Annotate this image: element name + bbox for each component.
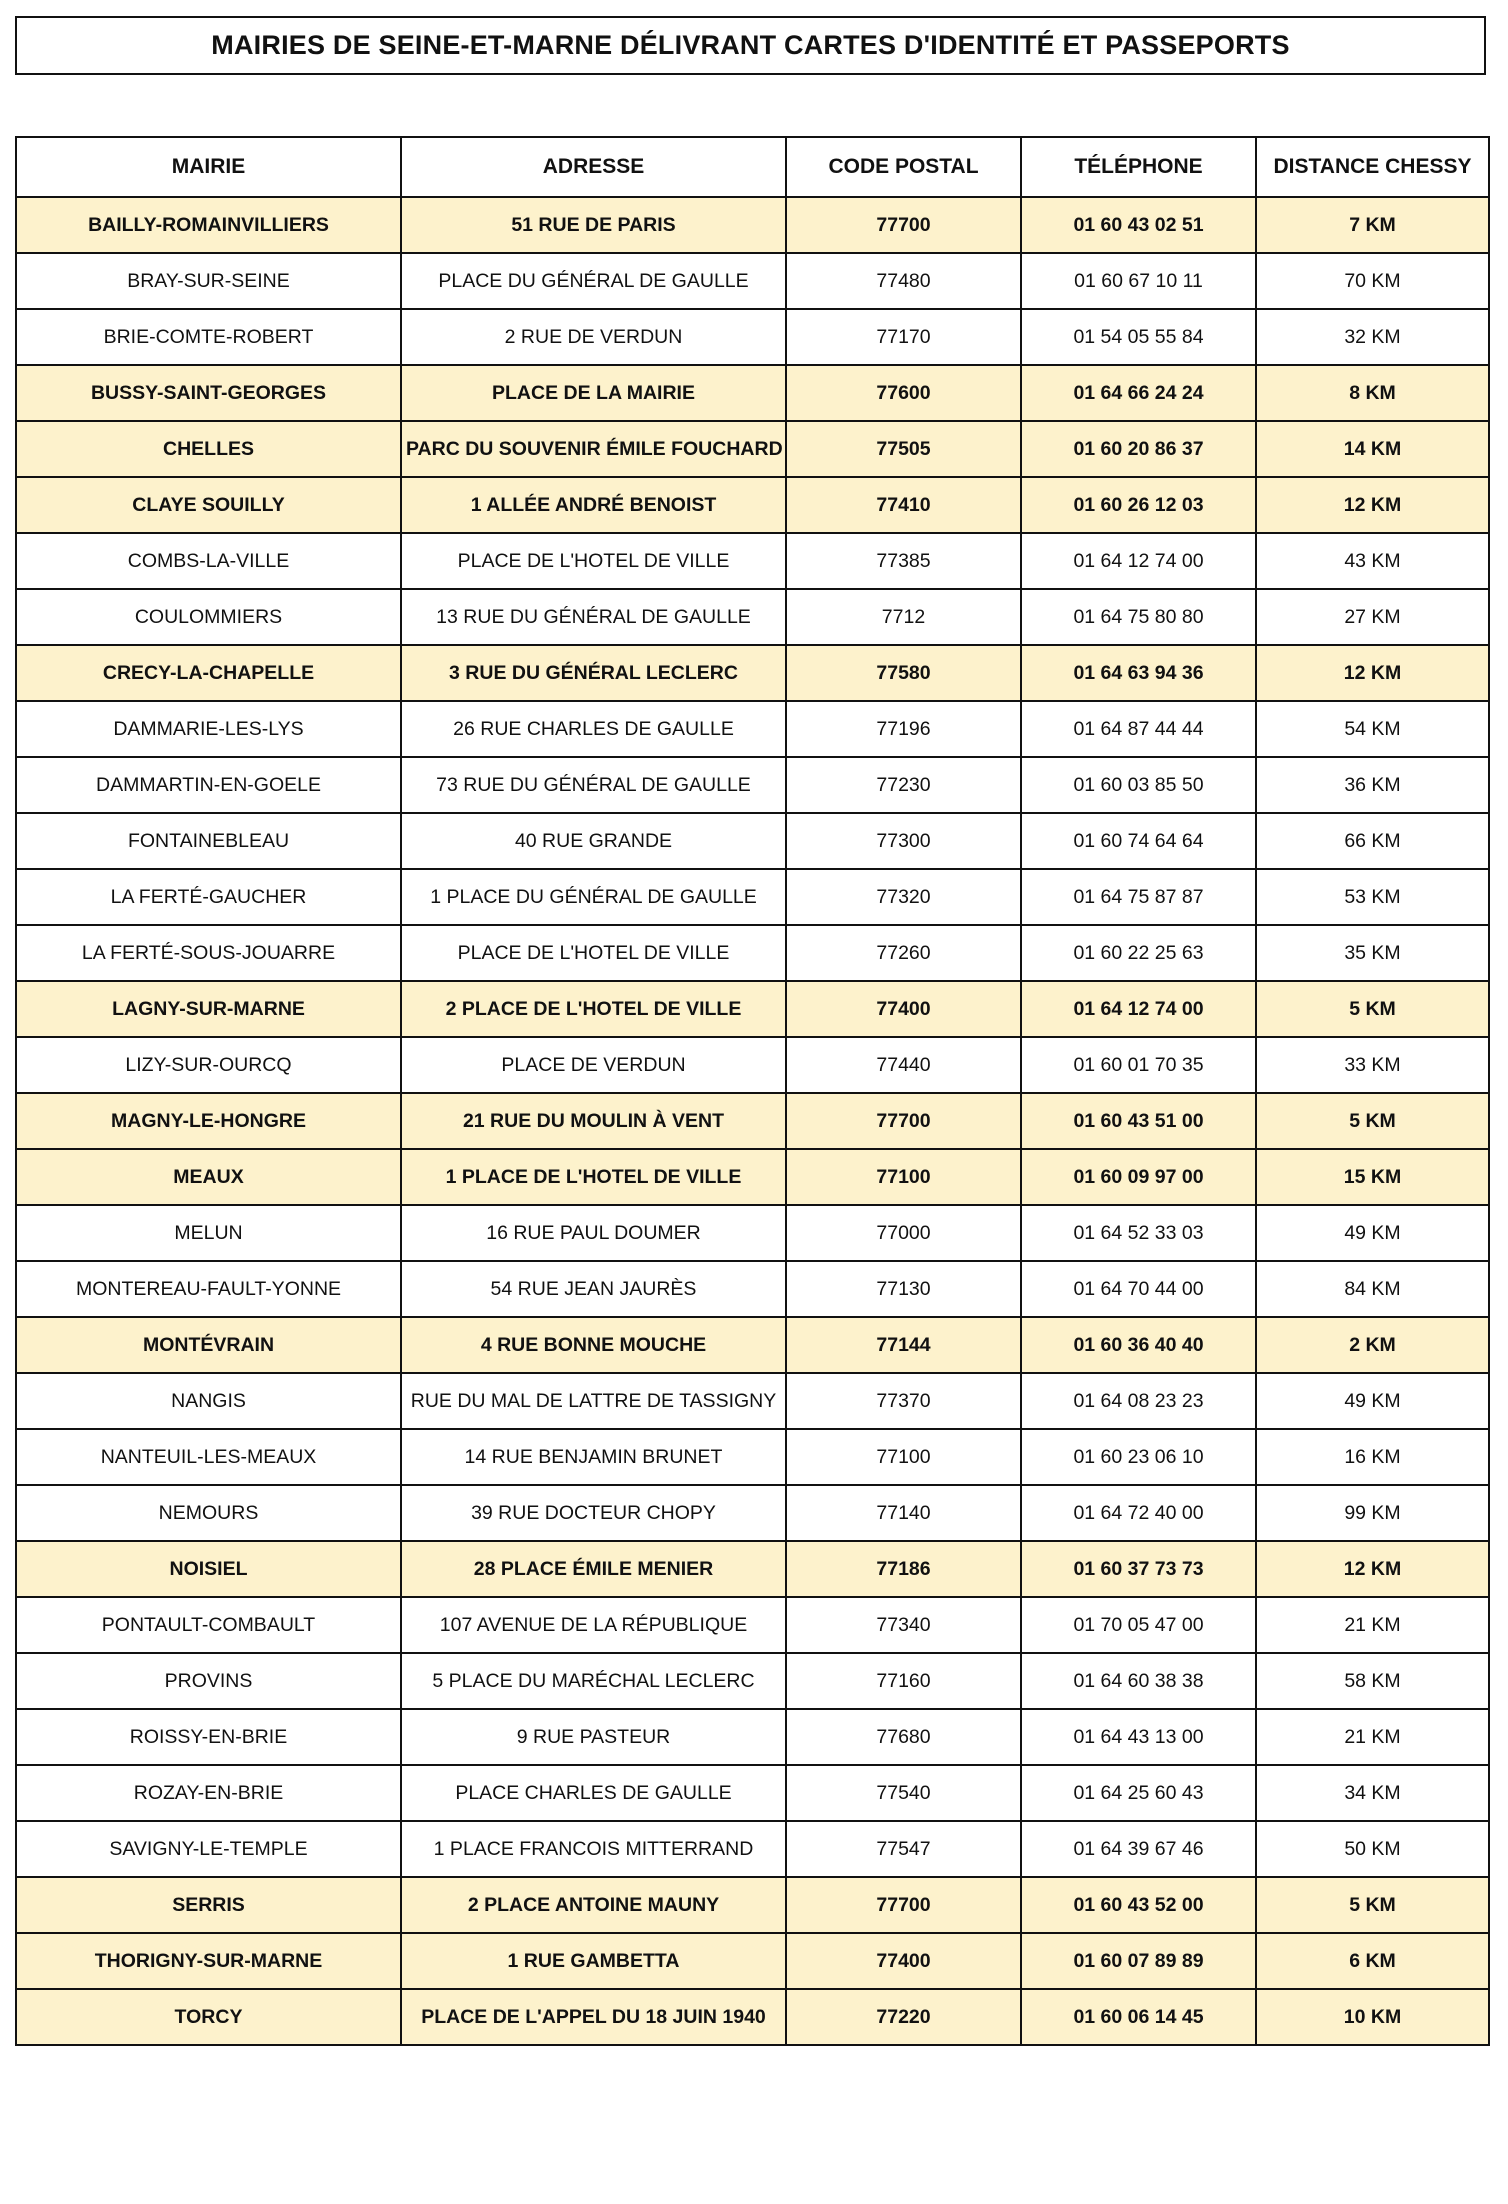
table-row — [16, 1989, 1489, 2045]
cell-mairie: ROZAY-EN-BRIE — [16, 1765, 401, 1821]
cell-adresse: 16 RUE PAUL DOUMER — [401, 1205, 786, 1261]
cell-adresse: RUE DU MAL DE LATTRE DE TASSIGNY — [401, 1373, 786, 1429]
cell-mairie: ROISSY-EN-BRIE — [16, 1709, 401, 1765]
cell-mairie: COMBS-LA-VILLE — [16, 533, 401, 589]
cell-distance: 2 KM — [1256, 1317, 1489, 1373]
cell-distance: 53 KM — [1256, 869, 1489, 925]
cell-telephone: 01 60 20 86 37 — [1021, 421, 1256, 477]
cell-telephone: 01 64 43 13 00 — [1021, 1709, 1256, 1765]
cell-code-postal: 7712 — [786, 589, 1021, 645]
cell-distance: 36 KM — [1256, 757, 1489, 813]
cell-telephone: 01 64 87 44 44 — [1021, 701, 1256, 757]
cell-adresse: PARC DU SOUVENIR ÉMILE FOUCHARD — [401, 421, 786, 477]
cell-distance: 49 KM — [1256, 1373, 1489, 1429]
cell-telephone: 01 64 25 60 43 — [1021, 1765, 1256, 1821]
cell-adresse: PLACE DE VERDUN — [401, 1037, 786, 1093]
cell-mairie: LA FERTÉ-GAUCHER — [16, 869, 401, 925]
cell-distance: 8 KM — [1256, 365, 1489, 421]
cell-code-postal: 77340 — [786, 1597, 1021, 1653]
cell-code-postal: 77700 — [786, 1877, 1021, 1933]
cell-code-postal: 77410 — [786, 477, 1021, 533]
cell-mairie: MAGNY-LE-HONGRE — [16, 1093, 401, 1149]
header-telephone: TÉLÉPHONE — [1021, 137, 1256, 197]
cell-telephone: 01 60 36 40 40 — [1021, 1317, 1256, 1373]
cell-code-postal: 77700 — [786, 1093, 1021, 1149]
table-row — [16, 645, 1489, 701]
table-row — [16, 253, 1489, 309]
table-row — [16, 1877, 1489, 1933]
cell-distance: 32 KM — [1256, 309, 1489, 365]
cell-code-postal: 77440 — [786, 1037, 1021, 1093]
cell-telephone: 01 60 06 14 45 — [1021, 1989, 1256, 2045]
cell-mairie: LA FERTÉ-SOUS-JOUARRE — [16, 925, 401, 981]
cell-adresse: 51 RUE DE PARIS — [401, 197, 786, 253]
cell-code-postal: 77700 — [786, 197, 1021, 253]
cell-telephone: 01 64 52 33 03 — [1021, 1205, 1256, 1261]
cell-code-postal: 77600 — [786, 365, 1021, 421]
cell-mairie: PROVINS — [16, 1653, 401, 1709]
cell-adresse: PLACE CHARLES DE GAULLE — [401, 1765, 786, 1821]
table-row — [16, 1093, 1489, 1149]
cell-adresse: 2 RUE DE VERDUN — [401, 309, 786, 365]
cell-code-postal: 77505 — [786, 421, 1021, 477]
table-row — [16, 1149, 1489, 1205]
cell-distance: 14 KM — [1256, 421, 1489, 477]
cell-code-postal: 77196 — [786, 701, 1021, 757]
table-row — [16, 869, 1489, 925]
cell-code-postal: 77170 — [786, 309, 1021, 365]
table-row — [16, 1317, 1489, 1373]
cell-mairie: CHELLES — [16, 421, 401, 477]
table-row — [16, 701, 1489, 757]
table-row — [16, 197, 1489, 253]
table-row — [16, 1485, 1489, 1541]
cell-adresse: 54 RUE JEAN JAURÈS — [401, 1261, 786, 1317]
cell-code-postal: 77140 — [786, 1485, 1021, 1541]
cell-code-postal: 77144 — [786, 1317, 1021, 1373]
cell-telephone: 01 60 01 70 35 — [1021, 1037, 1256, 1093]
table-header-row — [16, 137, 1489, 197]
cell-code-postal: 77480 — [786, 253, 1021, 309]
table-row — [16, 1429, 1489, 1485]
cell-telephone: 01 64 66 24 24 — [1021, 365, 1256, 421]
table-row — [16, 365, 1489, 421]
cell-code-postal: 77370 — [786, 1373, 1021, 1429]
cell-mairie: DAMMARIE-LES-LYS — [16, 701, 401, 757]
table-row — [16, 1597, 1489, 1653]
cell-adresse: 1 PLACE FRANCOIS MITTERRAND — [401, 1821, 786, 1877]
header-mairie: MAIRIE — [16, 137, 401, 197]
table-row — [16, 813, 1489, 869]
cell-adresse: 1 PLACE DU GÉNÉRAL DE GAULLE — [401, 869, 786, 925]
cell-adresse: 3 RUE DU GÉNÉRAL LECLERC — [401, 645, 786, 701]
cell-telephone: 01 64 12 74 00 — [1021, 533, 1256, 589]
cell-code-postal: 77160 — [786, 1653, 1021, 1709]
cell-code-postal: 77385 — [786, 533, 1021, 589]
cell-telephone: 01 60 23 06 10 — [1021, 1429, 1256, 1485]
page-title: MAIRIES DE SEINE-ET-MARNE DÉLIVRANT CARTES D'IDENTITÉ ET PASSEPORTS — [15, 16, 1486, 75]
cell-adresse: 107 AVENUE DE LA RÉPUBLIQUE — [401, 1597, 786, 1653]
table-row — [16, 589, 1489, 645]
cell-distance: 10 KM — [1256, 1989, 1489, 2045]
mairies-table — [15, 136, 1490, 2046]
cell-telephone: 01 70 05 47 00 — [1021, 1597, 1256, 1653]
cell-code-postal: 77580 — [786, 645, 1021, 701]
cell-adresse: 1 PLACE DE L'HOTEL DE VILLE — [401, 1149, 786, 1205]
cell-distance: 12 KM — [1256, 477, 1489, 533]
cell-distance: 15 KM — [1256, 1149, 1489, 1205]
cell-adresse: 1 RUE GAMBETTA — [401, 1933, 786, 1989]
table-row — [16, 1933, 1489, 1989]
cell-adresse: 40 RUE GRANDE — [401, 813, 786, 869]
cell-adresse: 2 PLACE ANTOINE MAUNY — [401, 1877, 786, 1933]
table-row — [16, 1709, 1489, 1765]
cell-distance: 5 KM — [1256, 1877, 1489, 1933]
cell-telephone: 01 60 03 85 50 — [1021, 757, 1256, 813]
cell-adresse: PLACE DE L'HOTEL DE VILLE — [401, 925, 786, 981]
cell-telephone: 01 60 37 73 73 — [1021, 1541, 1256, 1597]
cell-telephone: 01 60 09 97 00 — [1021, 1149, 1256, 1205]
cell-code-postal: 77400 — [786, 981, 1021, 1037]
table-row — [16, 309, 1489, 365]
cell-telephone: 01 64 39 67 46 — [1021, 1821, 1256, 1877]
cell-mairie: NANGIS — [16, 1373, 401, 1429]
cell-adresse: 39 RUE DOCTEUR CHOPY — [401, 1485, 786, 1541]
cell-code-postal: 77100 — [786, 1429, 1021, 1485]
cell-telephone: 01 60 07 89 89 — [1021, 1933, 1256, 1989]
header-distance: DISTANCE CHESSY — [1256, 137, 1489, 197]
cell-mairie: LAGNY-SUR-MARNE — [16, 981, 401, 1037]
cell-distance: 16 KM — [1256, 1429, 1489, 1485]
cell-adresse: 13 RUE DU GÉNÉRAL DE GAULLE — [401, 589, 786, 645]
cell-adresse: PLACE DE L'HOTEL DE VILLE — [401, 533, 786, 589]
header-adresse: ADRESSE — [401, 137, 786, 197]
cell-distance: 7 KM — [1256, 197, 1489, 253]
table-row — [16, 1541, 1489, 1597]
cell-code-postal: 77130 — [786, 1261, 1021, 1317]
cell-distance: 35 KM — [1256, 925, 1489, 981]
cell-distance: 70 KM — [1256, 253, 1489, 309]
cell-telephone: 01 60 74 64 64 — [1021, 813, 1256, 869]
cell-distance: 33 KM — [1256, 1037, 1489, 1093]
cell-telephone: 01 60 43 02 51 — [1021, 197, 1256, 253]
table-row — [16, 757, 1489, 813]
cell-telephone: 01 60 67 10 11 — [1021, 253, 1256, 309]
cell-mairie: NANTEUIL-LES-MEAUX — [16, 1429, 401, 1485]
cell-mairie: BUSSY-SAINT-GEORGES — [16, 365, 401, 421]
cell-code-postal: 77400 — [786, 1933, 1021, 1989]
cell-mairie: MONTEREAU-FAULT-YONNE — [16, 1261, 401, 1317]
cell-mairie: MEAUX — [16, 1149, 401, 1205]
cell-telephone: 01 64 72 40 00 — [1021, 1485, 1256, 1541]
cell-telephone: 01 64 75 80 80 — [1021, 589, 1256, 645]
cell-telephone: 01 54 05 55 84 — [1021, 309, 1256, 365]
cell-telephone: 01 64 63 94 36 — [1021, 645, 1256, 701]
cell-adresse: 4 RUE BONNE MOUCHE — [401, 1317, 786, 1373]
cell-mairie: SAVIGNY-LE-TEMPLE — [16, 1821, 401, 1877]
cell-distance: 12 KM — [1256, 1541, 1489, 1597]
cell-code-postal: 77300 — [786, 813, 1021, 869]
cell-mairie: CRECY-LA-CHAPELLE — [16, 645, 401, 701]
table-row — [16, 1205, 1489, 1261]
cell-mairie: MONTÉVRAIN — [16, 1317, 401, 1373]
table-row — [16, 1373, 1489, 1429]
cell-telephone: 01 60 26 12 03 — [1021, 477, 1256, 533]
cell-adresse: PLACE DE L'APPEL DU 18 JUIN 1940 — [401, 1989, 786, 2045]
cell-mairie: MELUN — [16, 1205, 401, 1261]
cell-mairie: BRIE-COMTE-ROBERT — [16, 309, 401, 365]
cell-distance: 43 KM — [1256, 533, 1489, 589]
cell-distance: 12 KM — [1256, 645, 1489, 701]
cell-code-postal: 77220 — [786, 1989, 1021, 2045]
table-row — [16, 1821, 1489, 1877]
cell-distance: 49 KM — [1256, 1205, 1489, 1261]
cell-code-postal: 77540 — [786, 1765, 1021, 1821]
cell-adresse: 5 PLACE DU MARÉCHAL LECLERC — [401, 1653, 786, 1709]
table-row — [16, 981, 1489, 1037]
cell-code-postal: 77000 — [786, 1205, 1021, 1261]
cell-code-postal: 77547 — [786, 1821, 1021, 1877]
cell-adresse: PLACE DU GÉNÉRAL DE GAULLE — [401, 253, 786, 309]
cell-distance: 58 KM — [1256, 1653, 1489, 1709]
cell-telephone: 01 64 70 44 00 — [1021, 1261, 1256, 1317]
cell-distance: 50 KM — [1256, 1821, 1489, 1877]
cell-adresse: 1 ALLÉE ANDRÉ BENOIST — [401, 477, 786, 533]
cell-mairie: BAILLY-ROMAINVILLIERS — [16, 197, 401, 253]
cell-mairie: FONTAINEBLEAU — [16, 813, 401, 869]
header-code-postal: CODE POSTAL — [786, 137, 1021, 197]
table-row — [16, 1261, 1489, 1317]
cell-telephone: 01 60 22 25 63 — [1021, 925, 1256, 981]
cell-distance: 34 KM — [1256, 1765, 1489, 1821]
cell-mairie: CLAYE SOUILLY — [16, 477, 401, 533]
cell-adresse: 26 RUE CHARLES DE GAULLE — [401, 701, 786, 757]
cell-mairie: COULOMMIERS — [16, 589, 401, 645]
cell-mairie: NEMOURS — [16, 1485, 401, 1541]
cell-distance: 21 KM — [1256, 1597, 1489, 1653]
cell-telephone: 01 60 43 52 00 — [1021, 1877, 1256, 1933]
table-row — [16, 1765, 1489, 1821]
cell-distance: 54 KM — [1256, 701, 1489, 757]
cell-adresse: 21 RUE DU MOULIN À VENT — [401, 1093, 786, 1149]
cell-code-postal: 77320 — [786, 869, 1021, 925]
cell-distance: 84 KM — [1256, 1261, 1489, 1317]
cell-mairie: BRAY-SUR-SEINE — [16, 253, 401, 309]
cell-telephone: 01 64 12 74 00 — [1021, 981, 1256, 1037]
cell-distance: 99 KM — [1256, 1485, 1489, 1541]
cell-mairie: TORCY — [16, 1989, 401, 2045]
cell-mairie: DAMMARTIN-EN-GOELE — [16, 757, 401, 813]
cell-mairie: SERRIS — [16, 1877, 401, 1933]
cell-distance: 21 KM — [1256, 1709, 1489, 1765]
cell-adresse: 73 RUE DU GÉNÉRAL DE GAULLE — [401, 757, 786, 813]
cell-distance: 5 KM — [1256, 1093, 1489, 1149]
table-row — [16, 421, 1489, 477]
cell-distance: 66 KM — [1256, 813, 1489, 869]
table-row — [16, 925, 1489, 981]
table-row — [16, 533, 1489, 589]
cell-telephone: 01 64 60 38 38 — [1021, 1653, 1256, 1709]
cell-mairie: LIZY-SUR-OURCQ — [16, 1037, 401, 1093]
cell-code-postal: 77260 — [786, 925, 1021, 981]
cell-distance: 6 KM — [1256, 1933, 1489, 1989]
cell-code-postal: 77186 — [786, 1541, 1021, 1597]
cell-adresse: 14 RUE BENJAMIN BRUNET — [401, 1429, 786, 1485]
cell-mairie: THORIGNY-SUR-MARNE — [16, 1933, 401, 1989]
cell-telephone: 01 64 08 23 23 — [1021, 1373, 1256, 1429]
cell-adresse: 2 PLACE DE L'HOTEL DE VILLE — [401, 981, 786, 1037]
table-body — [16, 197, 1489, 2045]
cell-adresse: 9 RUE PASTEUR — [401, 1709, 786, 1765]
cell-distance: 5 KM — [1256, 981, 1489, 1037]
cell-code-postal: 77230 — [786, 757, 1021, 813]
cell-adresse: 28 PLACE ÉMILE MENIER — [401, 1541, 786, 1597]
cell-distance: 27 KM — [1256, 589, 1489, 645]
cell-mairie: NOISIEL — [16, 1541, 401, 1597]
table-row — [16, 477, 1489, 533]
cell-telephone: 01 64 75 87 87 — [1021, 869, 1256, 925]
table-row — [16, 1037, 1489, 1093]
cell-adresse: PLACE DE LA MAIRIE — [401, 365, 786, 421]
cell-mairie: PONTAULT-COMBAULT — [16, 1597, 401, 1653]
cell-telephone: 01 60 43 51 00 — [1021, 1093, 1256, 1149]
cell-code-postal: 77100 — [786, 1149, 1021, 1205]
cell-code-postal: 77680 — [786, 1709, 1021, 1765]
table-row — [16, 1653, 1489, 1709]
